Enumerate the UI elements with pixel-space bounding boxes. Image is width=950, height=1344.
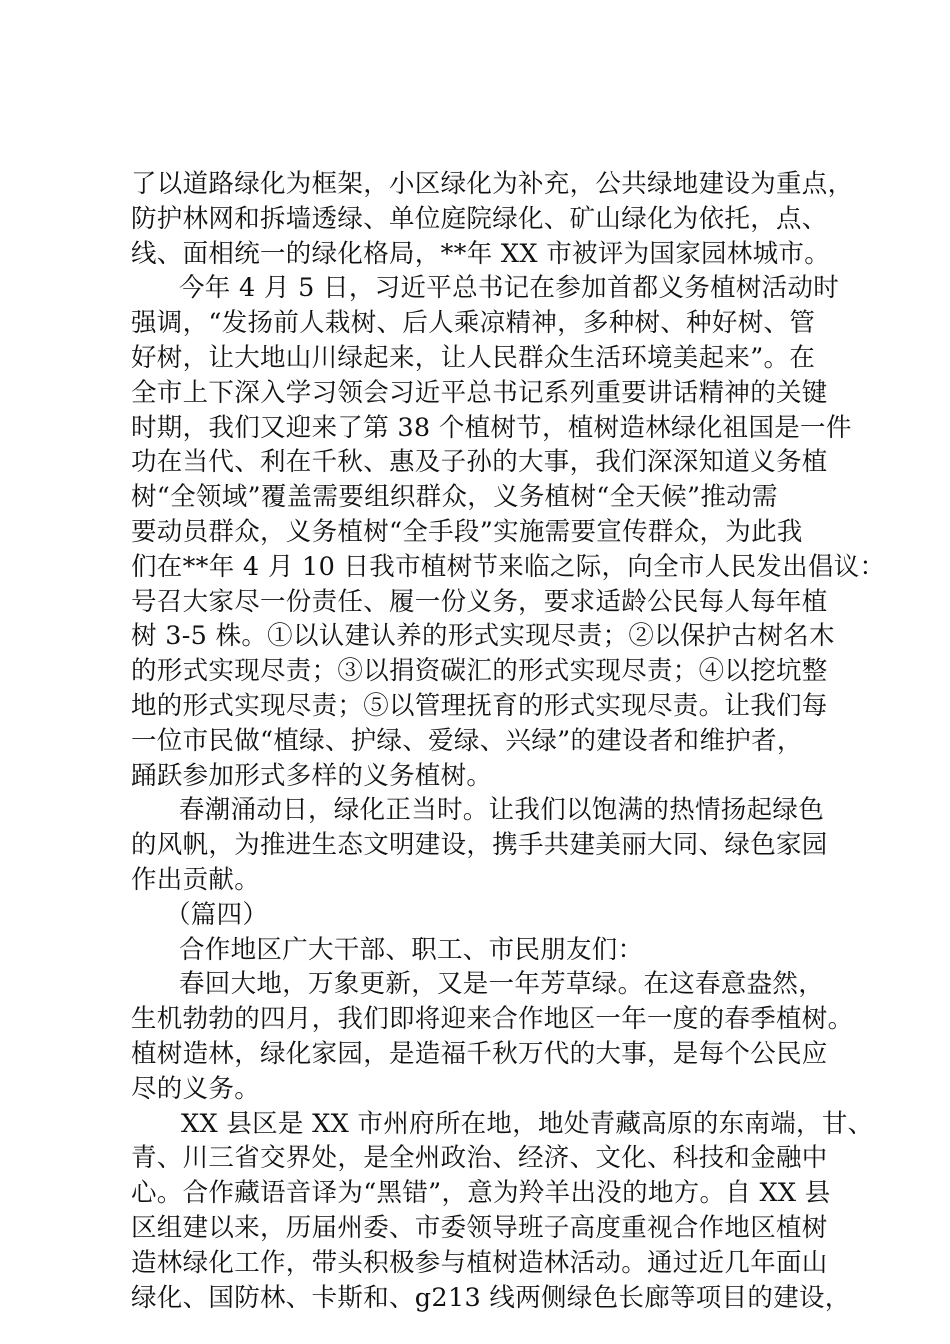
paragraph-start-line: 今年 4 月 5 日，习近平总书记在参加首都义务植树活动时 <box>179 273 840 304</box>
document-body <box>131 167 886 1315</box>
text-line: 生机勃勃的四月，我们即将迎来合作地区一年一度的春季植树。 <box>131 1004 854 1035</box>
text-line: 了以道路绿化为框架，小区绿化为补充，公共绿地建设为重点， <box>131 169 854 199</box>
text-line: 要动员群众，义务植树“全手段”实施需要宣传群众，为此我 <box>131 516 803 547</box>
text-line: 们在**年 4 月 10 日我市植树节来临之际，向全市人民发出倡议： <box>131 551 886 582</box>
text-line: 强调，“发扬前人栽树、后人乘凉精神，多种树、种好树、管 <box>131 308 816 339</box>
paragraph-start-line: 春潮涌动日，绿化正当时。让我们以饱满的热情扬起绿色 <box>179 795 825 826</box>
text-line: 青、川三省交界处，是全州政治、经济、文化、科技和金融中 <box>131 1143 828 1174</box>
paragraph-start-line: 春回大地，万象更新，又是一年芳草绿。在这春意盎然， <box>179 969 825 1000</box>
text-line: 绿化、国防林、卡斯和、g213 线两侧绿色长廊等项目的建设， <box>131 1282 851 1313</box>
text-line: 防护林网和拆墙透绿、单位庭院绿化、矿山绿化为依托，点、 <box>131 203 828 234</box>
text-line: 好树，让大地山川绿起来，让人民群众生活环境美起来”。在 <box>131 342 816 373</box>
text-line: 踊跃参加形式多样的义务植树。 <box>131 760 493 791</box>
text-line: 的风帆，为推进生态文明建设，携手共建美丽大同、绿色家园 <box>131 830 828 861</box>
section-heading: （篇四） <box>165 899 269 930</box>
text-line: 作出贡献。 <box>131 864 261 895</box>
text-line: 一位市民做“植绿、护绿、爱绿、兴绿”的建设者和维护者， <box>131 725 803 756</box>
text-line: 时期，我们又迎来了第 38 个植树节，植树造林绿化祖国是一件 <box>131 412 852 443</box>
text-line: 功在当代、利在千秋、惠及子孙的大事，我们深深知道义务植 <box>131 447 828 478</box>
text-line: 号召大家尽一份责任、履一份义务，要求适龄公民每人每年植 <box>131 586 828 617</box>
text-line: 树“全领域”覆盖需要组织群众，义务植树“全天候”推动需 <box>131 482 778 513</box>
text-line: 区组建以来，历届州委、市委领导班子高度重视合作地区植树 <box>131 1212 828 1243</box>
salutation-line: 合作地区广大干部、职工、市民朋友们： <box>179 934 644 965</box>
paragraph-start-line: XX 县区是 XX 市州府所在地，地处青藏高原的东南端，甘、 <box>181 1108 874 1139</box>
text-line: 树 3-5 株。①以认建认养的形式实现尽责；②以保护古树名木 <box>131 621 835 652</box>
text-line: 尽的义务。 <box>131 1073 261 1104</box>
text-line: 造林绿化工作，带头积极参与植树造林活动。通过近几年面山 <box>131 1247 828 1278</box>
text-line: 全市上下深入学习领会习近平总书记系列重要讲话精神的关键 <box>131 377 828 408</box>
text-line: 植树造林，绿化家园，是造福千秋万代的大事，是每个公民应 <box>131 1038 828 1069</box>
text-line: 线、面相统一的绿化格局，**年 XX 市被评为国家园林城市。 <box>131 238 831 269</box>
text-line: 的形式实现尽责；③以捐资碳汇的形式实现尽责；④以挖坑整 <box>131 656 828 687</box>
text-line: 心。合作藏语音译为“黑错”，意为羚羊出没的地方。自 XX 县 <box>131 1178 831 1209</box>
text-line: 地的形式实现尽责；⑤以管理抚育的形式实现尽责。让我们每 <box>131 690 828 721</box>
